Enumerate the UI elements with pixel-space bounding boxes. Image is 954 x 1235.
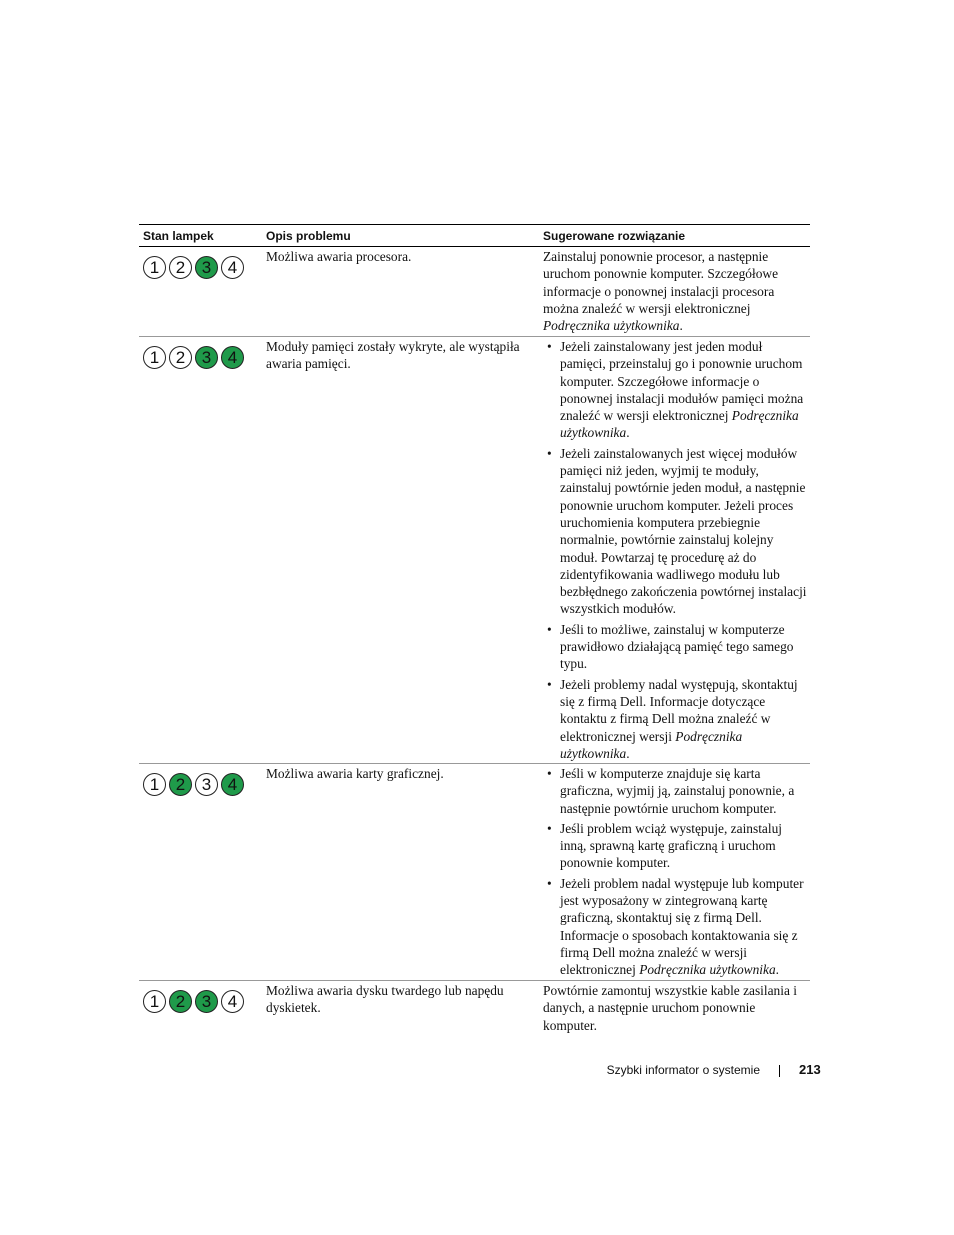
problem-cell: Możliwa awaria karty graficznej. [266, 766, 444, 781]
led-2-indicator: 2 [169, 990, 192, 1013]
solution-cell [543, 337, 810, 763]
solution-bullet [543, 676, 810, 762]
header-led-state: Stan lampek [143, 228, 214, 243]
footer-divider [779, 1065, 780, 1077]
led-diagnostics-table [139, 224, 810, 1037]
page-number: 213 [799, 1062, 821, 1077]
led-4-indicator: 4 [221, 346, 244, 369]
led-indicators [143, 256, 266, 279]
table-header [139, 225, 810, 247]
solution-list [543, 765, 810, 979]
header-solution: Sugerowane rozwiązanie [543, 228, 686, 243]
solution-bullet [543, 445, 810, 618]
bullet-tail: . [626, 425, 630, 441]
bullet-text: Jeśli to możliwe, zainstaluj w komputerze prawidłowo działającą pamięć tego samego typu. [560, 621, 794, 672]
led-indicators [143, 990, 266, 1013]
manual-title: Podręcznika użytkownika [560, 408, 799, 441]
solution-bullet [543, 338, 810, 442]
solution-cell [543, 764, 810, 980]
solution-text: Zainstaluj ponownie procesor, a następnie uruchom ponownie komputer. Szczegółowe informacje o ponownej instalacji procesora można znaleźć w wersji elektronicznej [543, 249, 779, 316]
led-indicators [143, 773, 266, 796]
problem-cell: Możliwa awaria dysku twardego lub napędu dyskietek. [266, 983, 504, 1016]
led-state-cell [139, 247, 266, 336]
solution-bullet [543, 621, 810, 673]
led-3-indicator: 3 [195, 256, 218, 279]
solution-bullet [543, 820, 810, 872]
led-state-cell [139, 981, 266, 1037]
problem-cell: Możliwa awaria procesora. [266, 249, 412, 264]
led-4-indicator: 4 [221, 990, 244, 1013]
led-1-indicator: 1 [143, 990, 166, 1013]
led-1-indicator: 1 [143, 256, 166, 279]
bullet-text: Jeżeli problem nadal występuje lub komputer jest wyposażony w zintegrowaną kartę graficzną, skontaktuj się z firmą Dell. Informacje o sposobach kontaktowania się z firmą Dell można znaleźć w wersji elektronicznej [560, 875, 804, 978]
solution-text: Powtórnie zamontuj wszystkie kable zasilania i danych, a następnie uruchom ponownie komputer. [543, 983, 797, 1033]
bullet-text: Jeśli w komputerze znajduje się karta graficzna, wyjmij ją, zainstaluj ponownie, a następnie powtórnie uruchom komputer. [560, 766, 795, 816]
led-2-indicator: 2 [169, 256, 192, 279]
problem-cell: Moduły pamięci zostały wykryte, ale wystąpiła awaria pamięci. [266, 339, 520, 372]
bullet-text: Jeżeli zainstalowany jest jeden moduł pamięci, przeinstaluj go i ponownie uruchom komputer. Szczegółowe informacje o ponownej instalacji modułów pamięci można znaleźć w wersji elektronicznej [560, 339, 804, 424]
led-indicators [143, 346, 266, 369]
led-state-cell [139, 337, 266, 763]
led-1-indicator: 1 [143, 773, 166, 796]
led-3-indicator: 3 [195, 346, 218, 369]
table-row [139, 247, 810, 337]
led-3-indicator: 3 [195, 990, 218, 1013]
bullet-text: Jeżeli problemy nadal występują, skontaktuj się z firmą Dell. Informacje dotyczące kontaktu z firmą Dell można znaleźć w elektronicznej wersji [560, 676, 798, 744]
led-3-indicator: 3 [195, 773, 218, 796]
led-2-indicator: 2 [169, 346, 192, 369]
table-row [139, 981, 810, 1037]
manual-title: Podręcznika użytkownika [543, 318, 680, 334]
table-row [139, 764, 810, 981]
solution-list [543, 338, 810, 762]
led-1-indicator: 1 [143, 346, 166, 369]
page-footer [0, 1062, 954, 1080]
solution-cell [543, 247, 810, 336]
bullet-text: Jeżeli zainstalowanych jest więcej modułów pamięci niż jeden, wyjmij te moduły, zainstaluj powtórnie jeden moduł, a następnie ponownie uruchom komputer. Jeżeli proces uruchomienia komputera przebiegnie normalnie, powtórnie zainstaluj kolejny moduł. Powtarzaj tę procedurę aż do zidentyfikowania wadliwego modułu lub bezbłędnego zakończenia powtórnej instalacji wszystkich modułów. [560, 445, 807, 617]
solution-bullet [543, 875, 810, 979]
bullet-tail: . [775, 962, 780, 978]
table-row [139, 337, 810, 764]
led-state-cell [139, 764, 266, 980]
bullet-tail: . [626, 745, 630, 761]
manual-title: Podręcznika użytkownika [639, 962, 776, 978]
led-2-indicator: 2 [169, 773, 192, 796]
footer-section-title: Szybki informator o systemie [606, 1063, 760, 1077]
manual-title: Podręcznika użytkownika [560, 728, 743, 761]
solution-tail: . [679, 318, 683, 334]
solution-cell [543, 981, 810, 1037]
solution-bullet [543, 765, 810, 817]
led-4-indicator: 4 [221, 256, 244, 279]
header-problem: Opis problemu [266, 228, 351, 243]
bullet-text: Jeśli problem wciąż występuje, zainstaluj inną, sprawną kartę graficzną i uruchom ponownie komputer. [560, 820, 782, 871]
led-4-indicator: 4 [221, 773, 244, 796]
